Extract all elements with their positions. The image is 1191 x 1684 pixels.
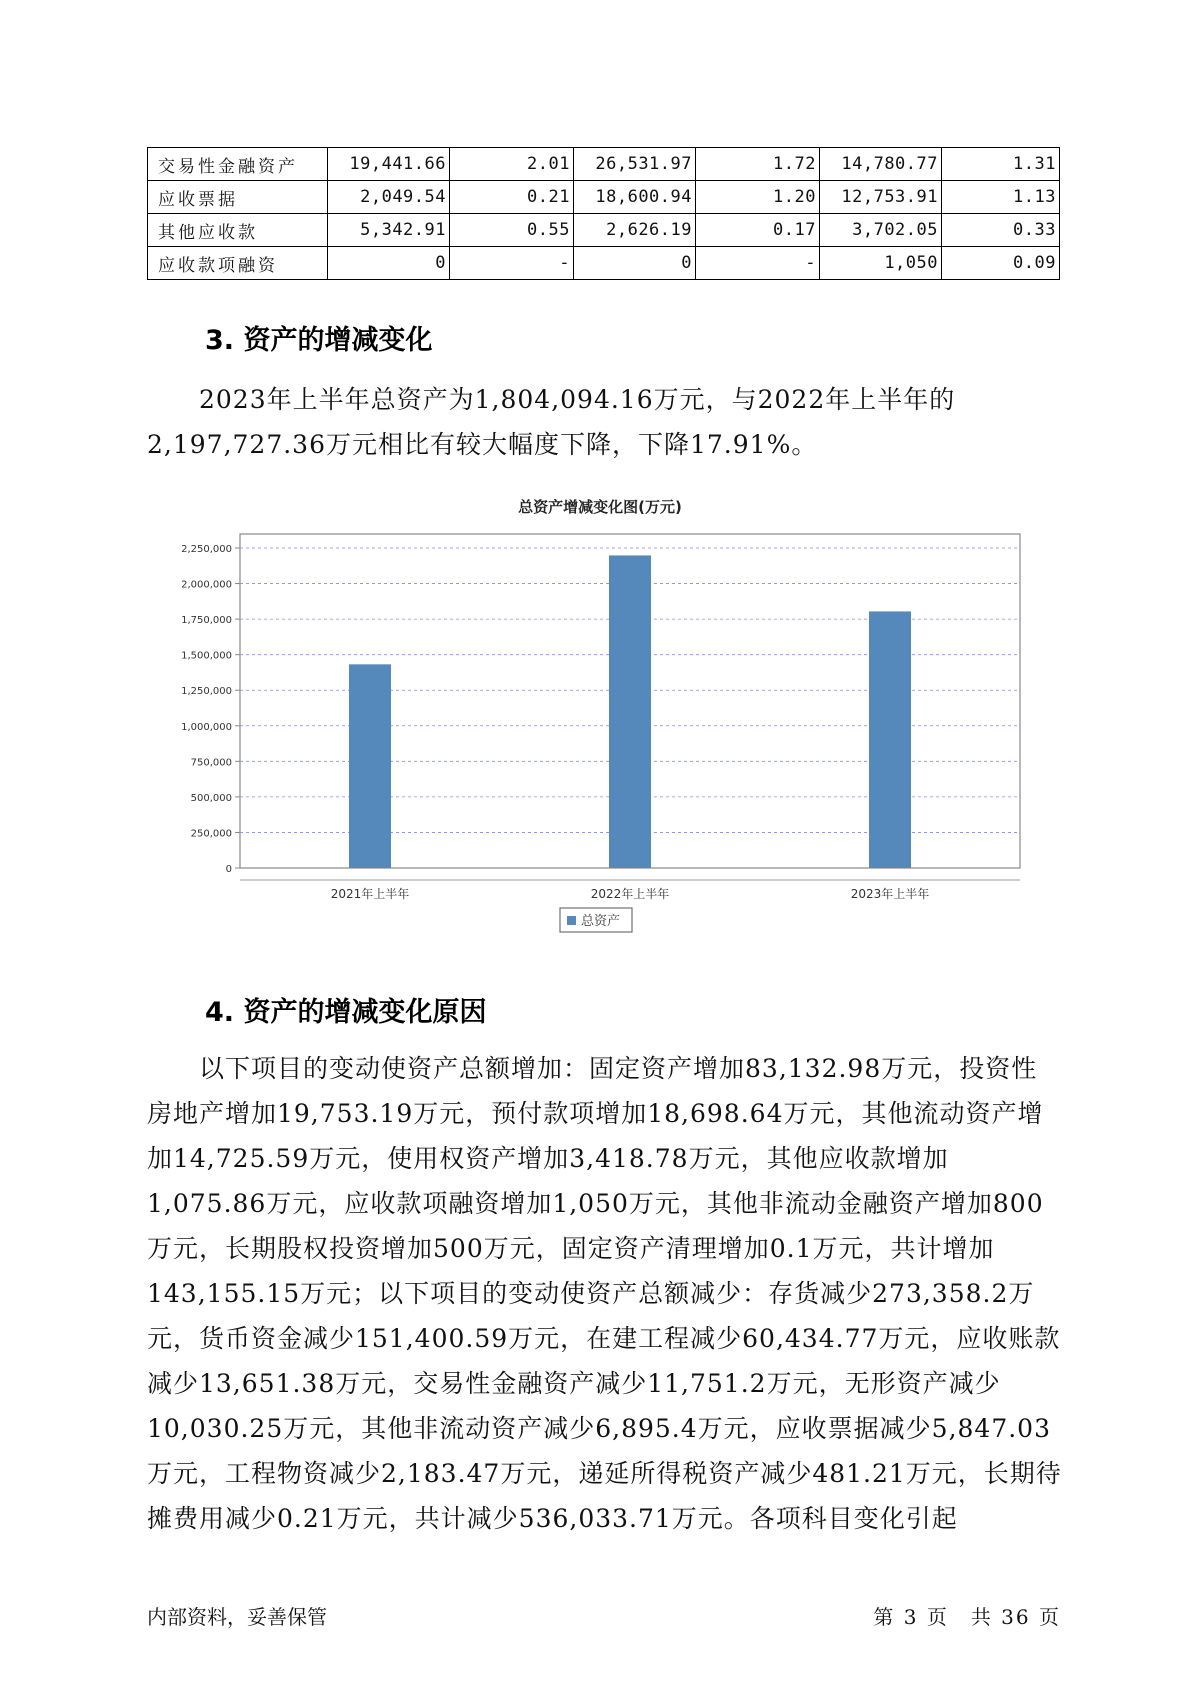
table-cell: 3,702.05: [820, 214, 942, 247]
y-tick-label: 0: [225, 864, 232, 875]
table-cell: 2,049.54: [328, 181, 450, 214]
y-tick-label: 2,000,000: [181, 579, 232, 591]
row-label: 应收票据: [148, 181, 328, 214]
row-label: 应收款项融资: [148, 247, 328, 280]
table-cell: 1.20: [696, 181, 820, 214]
table-cell: 26,531.97: [574, 148, 696, 181]
table-cell: -: [450, 247, 574, 280]
y-axis-ticks: [181, 544, 240, 875]
table-cell: 19,441.66: [328, 148, 450, 181]
table-cell: 0.33: [942, 214, 1060, 247]
chart-title: 总资产增减变化图(万元): [518, 498, 682, 516]
table-cell: 0.17: [696, 214, 820, 247]
table-row: [148, 148, 1060, 181]
total-assets-bar-chart: [140, 488, 1060, 948]
table-cell: 5,342.91: [328, 214, 450, 247]
bar-3: [869, 611, 911, 868]
asset-table: [147, 147, 1060, 280]
y-tick-label: 1,500,000: [181, 650, 232, 662]
table-cell: 1,050: [820, 247, 942, 280]
y-tick-label: 1,750,000: [181, 615, 232, 627]
legend-swatch: [567, 916, 576, 925]
table-cell: 1.31: [942, 148, 1060, 181]
y-tick-label: 750,000: [190, 757, 232, 769]
y-tick-label: 500,000: [190, 792, 232, 804]
section-4-paragraph: 以下项目的变动使资产总额增加：固定资产增加83,132.98万元，投资性房地产增加19,753.19万元，预付款项增加18,698.64万元，其他流动资产增加14,725.59万元，使用权资产增加3,418.78万元，其他应收款增加1,075.86万元，应收款项融资增加1,050万元，其他非流动金融资产增加800万元，长期股权投资增加500万元，固定资产清理增加0.1万元，共计增加143,155.15万元；以下项目的变动使资产总额减少：存货减少273,358.2万元，货币资金减少151,400.59万元，在建工程减少60,434.77万元，应收账款减少13,651.38万元，交易性金融资产减少11,751.2万元，无形资产减少10,030.25万元，其他非流动资产减少6,895.4万元，应收票据减少5,847.03万元，工程物资减少2,183.47万元，递延所得税资产减少481.21万元，长期待摊费用减少0.21万元，共计减少536,033.71万元。各项科目变化引起: [147, 1054, 1062, 1533]
section-3-paragraph: 2023年上半年总资产为1,804,094.16万元，与2022年上半年的2,197,727.36万元相比有较大幅度下降，下降17.91%。: [147, 385, 956, 459]
section-3-heading: 3. 资产的增减变化: [205, 325, 433, 356]
bar-2: [609, 555, 651, 868]
x-tick-label: 2021年上半年: [330, 887, 410, 901]
table-cell: 0: [574, 247, 696, 280]
y-tick-label: 1,000,000: [181, 721, 232, 733]
table-cell: 2,626.19: [574, 214, 696, 247]
x-tick-label: 2023年上半年: [850, 887, 930, 901]
legend: [560, 908, 632, 932]
table-cell: 1.72: [696, 148, 820, 181]
row-label: 交易性金融资产: [148, 148, 328, 181]
section-4-heading: 4. 资产的增减变化原因: [205, 997, 487, 1028]
bar-1: [349, 664, 391, 868]
x-tick-label: 2022年上半年: [590, 887, 670, 901]
table-cell: 1.13: [942, 181, 1060, 214]
table-cell: 12,753.91: [820, 181, 942, 214]
table-row: [148, 181, 1060, 214]
table-cell: 0: [328, 247, 450, 280]
y-tick-label: 1,250,000: [181, 686, 232, 698]
footer-confidential-note: 内部资料，妥善保管: [147, 1605, 327, 1629]
table-row: [148, 247, 1060, 280]
table-cell: 0.21: [450, 181, 574, 214]
footer-page-number: 第 3 页 共 36 页: [873, 1605, 1061, 1629]
row-label: 其他应收款: [148, 214, 328, 247]
table-cell: 0.55: [450, 214, 574, 247]
y-tick-label: 2,250,000: [181, 544, 232, 555]
table-row: [148, 214, 1060, 247]
bars: [349, 555, 911, 868]
table-cell: 2.01: [450, 148, 574, 181]
table-cell: 0.09: [942, 247, 1060, 280]
table-cell: 14,780.77: [820, 148, 942, 181]
legend-label-total-assets: 总资产: [581, 914, 621, 929]
x-axis-labels: [331, 886, 930, 901]
table-cell: -: [696, 247, 820, 280]
y-tick-label: 250,000: [190, 828, 232, 840]
table-cell: 18,600.94: [574, 181, 696, 214]
